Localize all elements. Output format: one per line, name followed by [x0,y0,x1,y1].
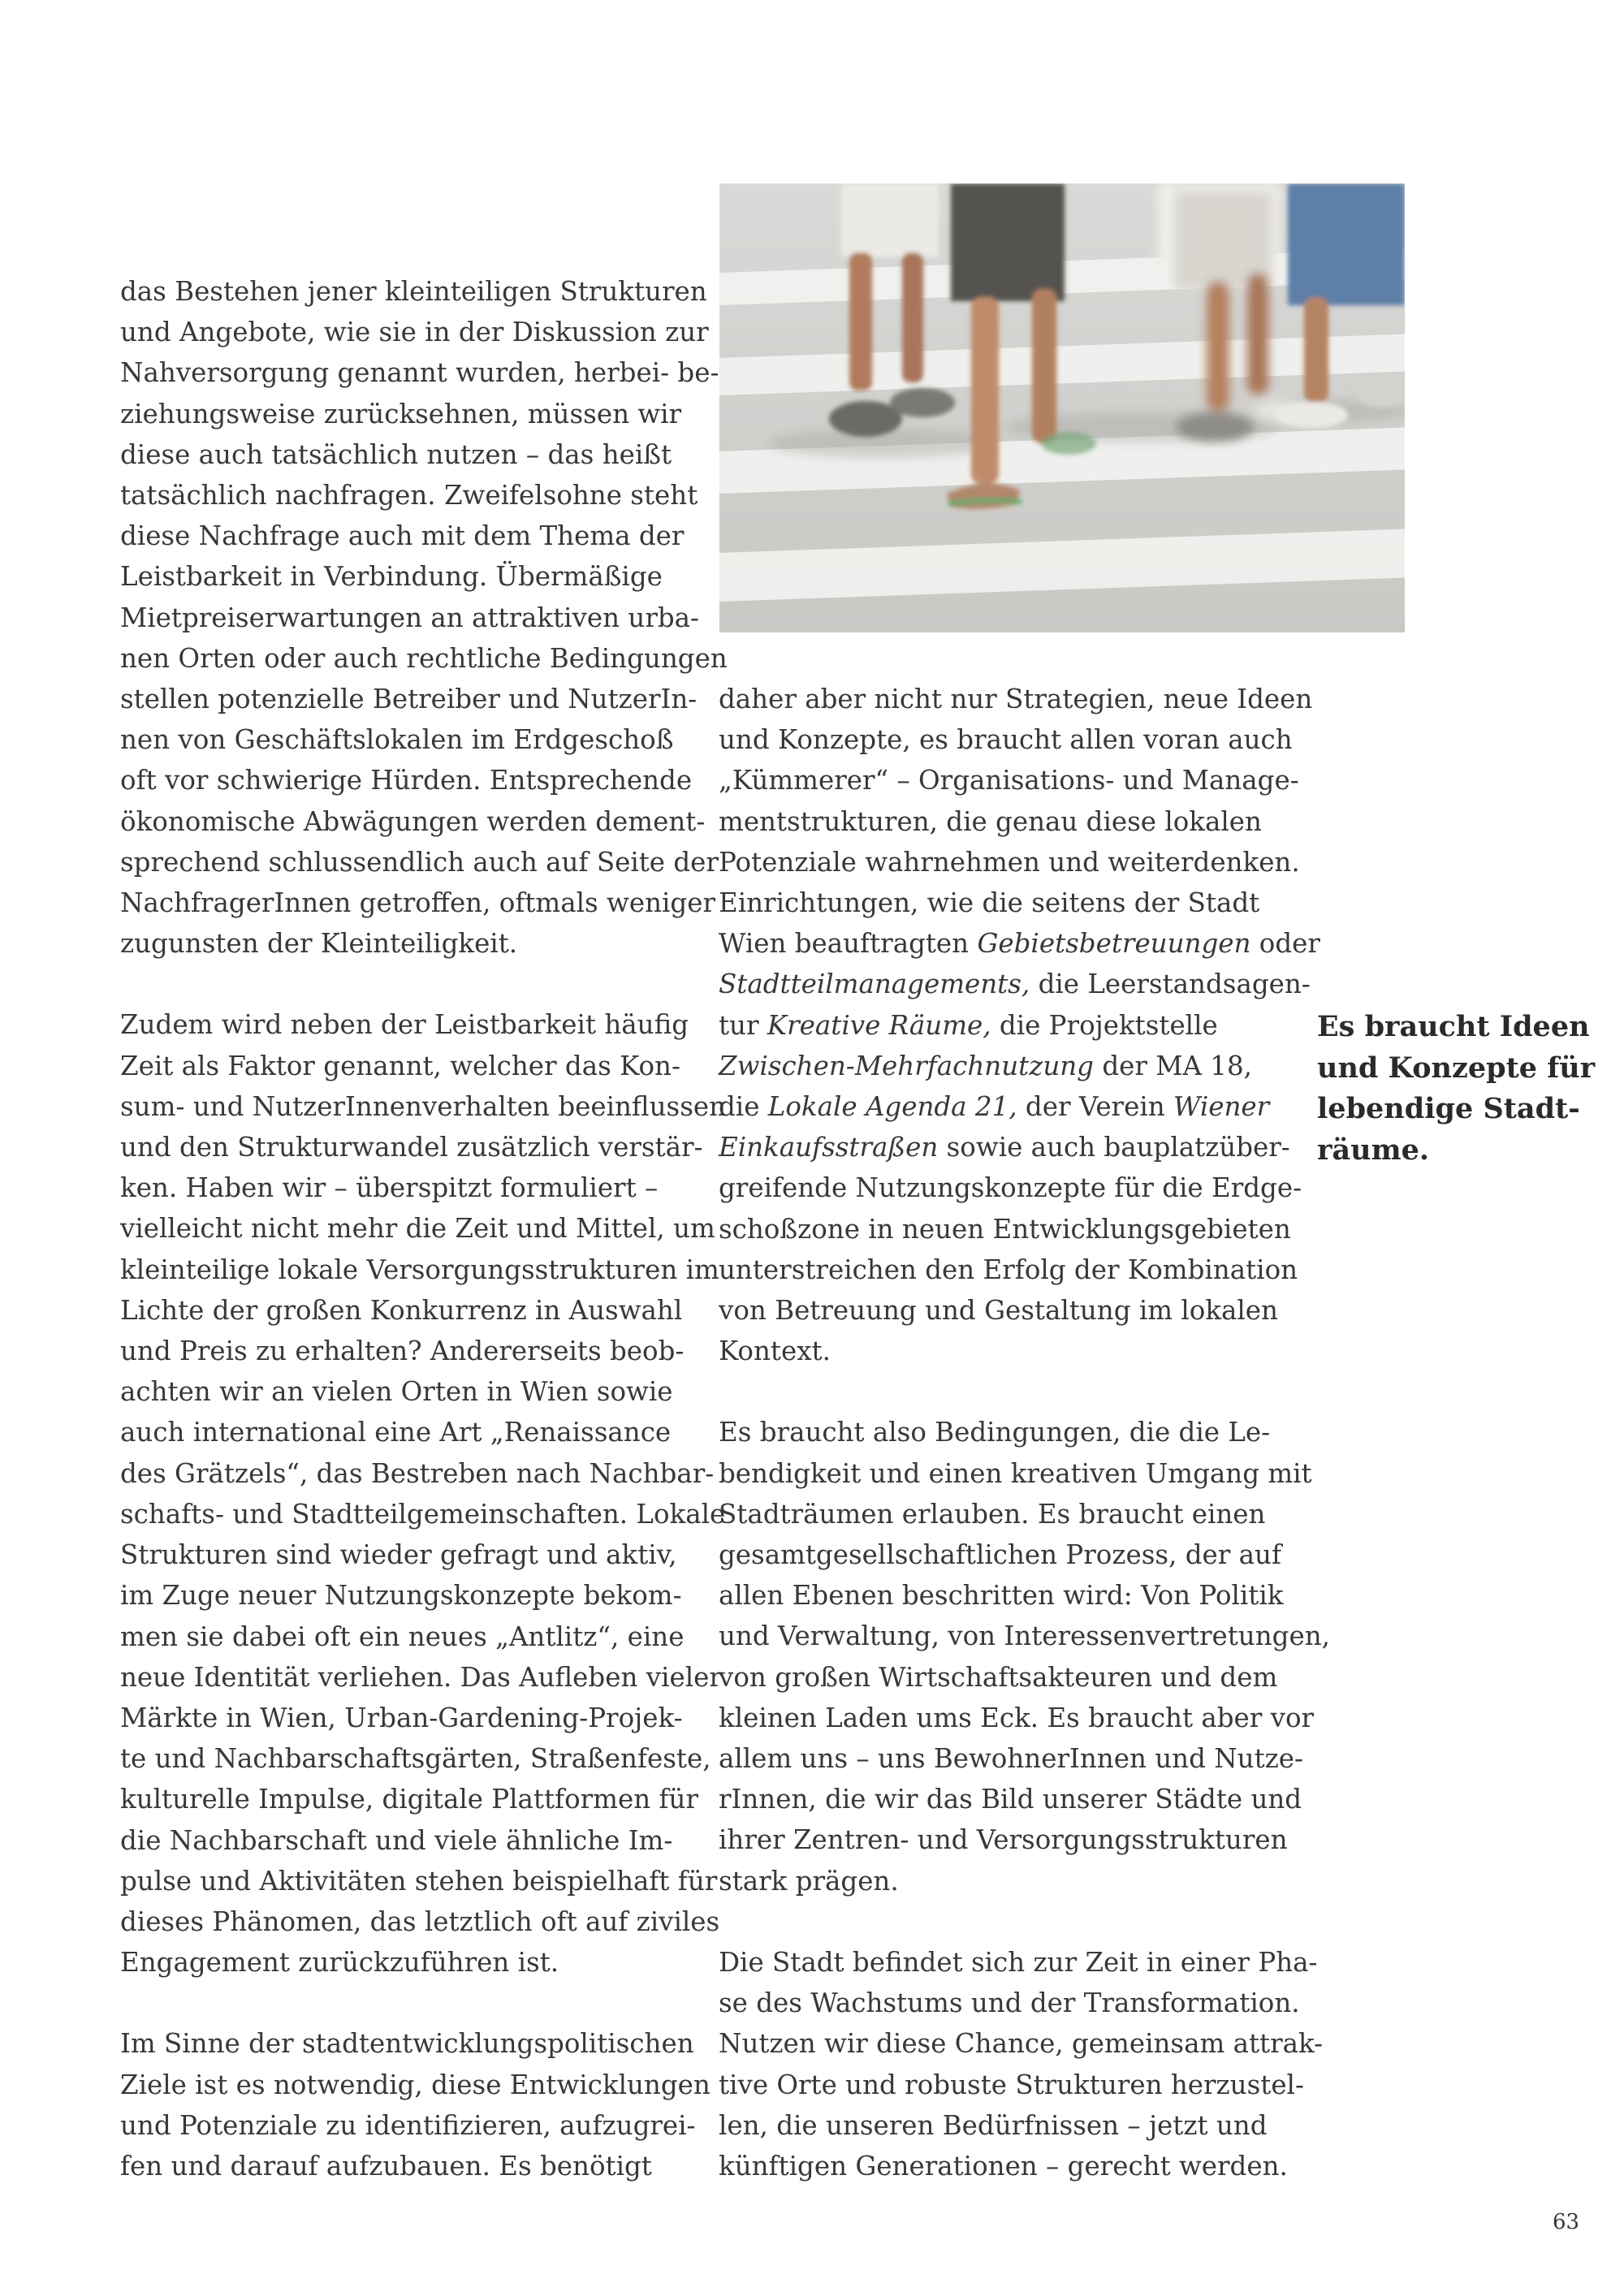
text-line: Nutzen wir diese Chance, gemeinsam attrak- [719,2028,1324,2060]
text-line: Ziele ist es notwendig, diese Entwicklungen [120,2069,710,2100]
photo-illustration [719,183,1405,632]
text-line: achten wir an vielen Orten in Wien sowie [120,1376,673,1408]
left-paragraph-2 [120,1004,727,1983]
text-line: nen von Geschäftslokalen im Erdgeschoß [120,724,674,756]
quote-line: räume. [1317,1133,1430,1167]
text-line: tive Orte und robuste Strukturen herzustel- [719,2069,1304,2100]
text-run: oder [1250,928,1320,960]
text-line: von großen Wirtschaftsakteuren und dem [719,1661,1278,1693]
text-line: stark prägen. [719,1865,899,1897]
text-line: ökonomische Abwägungen werden dement- [120,805,706,837]
middle-paragraph-1 [719,679,1320,1371]
text-line: allen Ebenen beschritten wird: Von Politik [719,1580,1284,1612]
middle-paragraph-3 [719,1942,1324,2186]
text-line: Märkte in Wien, Urban-Gardening-Projek- [120,1702,683,1733]
text-line: rInnen, die wir das Bild unserer Städte und [719,1784,1302,1815]
text-line: Mietpreiserwartungen an attraktiven urba- [120,602,700,633]
photo-pedestrians-crosswalk [719,183,1405,632]
text-line: und Konzepte, es braucht allen voran auch [719,724,1293,756]
italic-name: Stadtteilmanagements, [719,969,1030,1000]
text-line: allem uns – uns BewohnerInnen und Nutze- [719,1743,1303,1775]
text-run: sowie auch bauplatzüber- [938,1132,1290,1163]
text-line: zugunsten der Kleinteiligkeit. [120,928,518,960]
quote-line: Es braucht Ideen [1317,1010,1590,1043]
text-run: der Verein [1017,1091,1173,1123]
text-line: Zudem wird neben der Leistbarkeit häufig [120,1009,689,1041]
text-line: vielleicht nicht mehr die Zeit und Mittel, um [120,1213,715,1245]
text-line: künftigen Generationen – gerecht werden. [719,2150,1288,2182]
text-line: men sie dabei oft ein neues „Antlitz“, eine [120,1621,685,1652]
italic-name: Gebietsbetreuungen [977,928,1251,960]
text-line: sprechend schlussendlich auch auf Seite der [120,846,719,878]
middle-column [719,679,1330,2227]
text-line: „Kümmerer“ – Organisations- und Manage- [719,765,1299,796]
text-line: die Nachbarschaft und viele ähnliche Im- [120,1824,673,1856]
text-line: Die Stadt befindet sich zur Zeit in einer Pha- [719,1946,1318,1978]
text-line: schoßzone in neuen Entwicklungsgebieten [719,1213,1291,1245]
text-line [719,1086,1303,1127]
text-line: nen Orten oder auch rechtliche Bedingungen [120,642,728,674]
text-line: se des Wachstums und der Transformation. [719,1987,1300,2019]
text-line: daher aber nicht nur Strategien, neue Ideen [719,684,1313,714]
left-paragraph-3 [120,2023,710,2186]
text-line: kleinen Laden ums Eck. Es braucht aber vor [719,1702,1315,1733]
text-line: dieses Phänomen, das letztlich oft auf ziviles [120,1905,720,1937]
text-line: des Grätzels“, das Bestreben nach Nachbar- [120,1457,715,1489]
italic-name: Lokale Agenda 21, [767,1091,1017,1123]
text-line: Einrichtungen, wie die seitens der Stadt [719,887,1260,919]
text-run: Wien beauftragten [719,928,978,960]
italic-name: Zwischen-Mehrfachnutzung [719,1050,1094,1081]
text-line: unterstreichen den Erfolg der Kombination [719,1254,1298,1285]
text-line: greifende Nutzungskonzepte für die Erdge- [719,1172,1302,1204]
text-line: Stadträumen erlauben. Es braucht einen [719,1498,1266,1530]
text-line: und Potenziale zu identifizieren, aufzugrei- [120,2109,696,2141]
quote-line: lebendige Stadt- [1317,1092,1580,1125]
text-line: ihrer Zentren- und Versorgungsstrukturen [719,1824,1288,1856]
text-line: Im Sinne der stadtentwicklungspolitischen [120,2028,694,2060]
text-line: diese Nachfrage auch mit dem Thema der [120,520,685,552]
text-line [719,923,1320,964]
text-line: te und Nachbarschaftsgärten, Straßenfeste, [120,1743,711,1775]
text-line: tatsächlich nachfragen. Zweifelsohne steht [120,480,698,511]
text-line: NachfragerInnen getroffen, oftmals weniger [120,887,715,919]
text-line: sum- und NutzerInnenverhalten beeinflussen [120,1090,727,1122]
text-line: diese auch tatsächlich nutzen – das heißt [120,438,672,470]
page-number: 63 [1553,2210,1580,2234]
text-run: die Projektstelle [991,1009,1218,1041]
text-line: pulse und Aktivitäten stehen beispielhaft für [120,1865,718,1897]
text-line: das Bestehen jener kleinteiligen Strukturen [120,276,707,307]
text-line: len, die unseren Bedürfnissen – jetzt und [719,2109,1268,2141]
text-line: ziehungsweise zurücksehnen, müssen wir [120,398,682,429]
italic-name: Einkaufsstraßen [719,1132,939,1163]
left-paragraph-1 [120,271,728,964]
text-line: Kontext. [719,1336,831,1367]
text-line: kulturelle Impulse, digitale Plattformen für [120,1784,698,1815]
text-line: und den Strukturwandel zusätzlich verstär- [120,1132,703,1163]
text-line: und Angebote, wie sie in der Diskussion zur [120,317,709,348]
text-line: im Zuge neuer Nutzungskonzepte bekom- [120,1580,682,1612]
middle-paragraph-2 [719,1412,1330,1901]
text-line [719,1127,1303,1167]
text-line: fen und darauf aufzubauen. Es benötigt [120,2150,652,2182]
text-line [719,1005,1303,1046]
quote-line: und Konzepte für [1317,1051,1596,1085]
text-line: Engagement zurückzuführen ist. [120,1947,559,1979]
text-line: bendigkeit und einen kreativen Umgang mit [719,1457,1312,1489]
text-line: auch international eine Art „Renaissance [120,1417,672,1448]
text-line: und Verwaltung, von Interessenvertretungen, [719,1621,1330,1652]
text-line: gesamtgesellschaftlichen Prozess, der auf [719,1539,1281,1571]
text-line [719,964,1311,1004]
text-line: von Betreuung und Gestaltung im lokalen [719,1295,1278,1327]
text-line: Es braucht also Bedingungen, die die Le- [719,1417,1271,1448]
text-line: Strukturen sind wieder gefragt und aktiv, [120,1539,677,1571]
text-line [719,1046,1303,1086]
italic-name: Kreative Räume, [767,1009,991,1041]
text-run: die [719,1091,768,1123]
text-line: neue Identität verliehen. Das Aufleben vieler [120,1661,722,1693]
text-line: schafts- und Stadtteilgemeinschaften. Lokale [120,1498,726,1530]
text-line: ken. Haben wir – überspitzt formuliert – [120,1172,659,1204]
text-line: Leistbarkeit in Verbindung. Übermäßige [120,561,663,593]
left-column [120,271,728,2227]
text-line: kleinteilige lokale Versorgungsstrukturen im [120,1254,719,1285]
text-run: tur [719,1009,767,1041]
text-line: Lichte der großen Konkurrenz in Auswahl [120,1294,683,1326]
italic-name: Wiener [1173,1091,1270,1123]
text-run: die Leerstandsagen- [1030,969,1311,1000]
sidebar-pull-quote [1317,1007,1609,1171]
text-line: stellen potenzielle Betreiber und NutzerIn- [120,684,698,715]
text-line: oft vor schwierige Hürden. Entsprechende [120,765,693,796]
text-line: Nahversorgung genannt wurden, herbei- be- [120,357,719,389]
text-line: und Preis zu erhalten? Andererseits beob- [120,1336,685,1367]
text-run: der MA 18, [1093,1050,1252,1081]
text-line: Potenziale wahrnehmen und weiterdenken. [719,846,1300,878]
text-line: mentstrukturen, die genau diese lokalen [719,805,1262,837]
text-line: Zeit als Faktor genannt, welcher das Kon- [120,1050,680,1081]
